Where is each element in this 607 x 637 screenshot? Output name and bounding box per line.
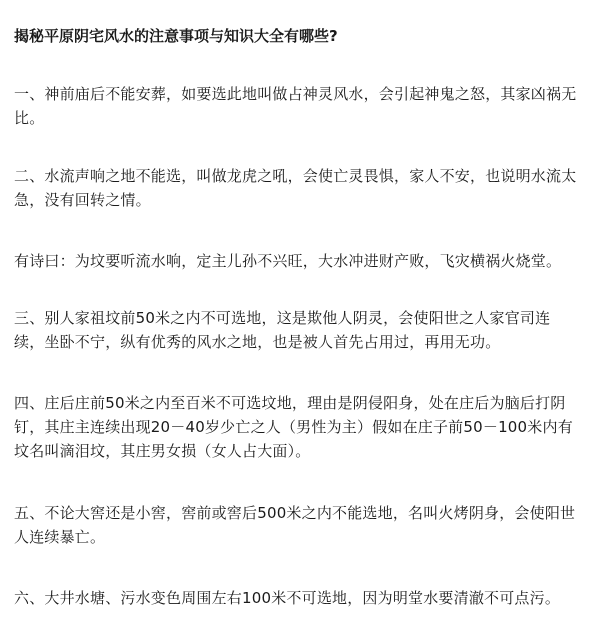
paragraph-3 [14,249,594,273]
paragraph-line: 坟名叫滴泪坟，其庄男女损（女人占大面）。 [14,442,311,460]
paragraph-line: 急，没有回转之情。 [14,191,151,209]
paragraph-line: 二、水流声响之地不能选，叫做龙虎之吼，会使亡灵畏惧，家人不安，也说明水流太 [14,167,577,185]
paragraph-line: 比。 [14,109,45,127]
paragraph-line: 有诗曰：为坟要听流水响，定主儿孙不兴旺，大水冲进财产败，飞灾横祸火烧堂。 [14,252,562,270]
article-title: 揭秘平原阴宅风水的注意事项与知识大全有哪些? [14,27,338,45]
paragraph-2 [14,164,594,212]
paragraph-line: 三、别人家祖坟前50米之内不可选地，这是欺他人阴灵，会使阳世之人家官司连 [14,309,551,327]
paragraph-6 [14,501,594,549]
paragraph-line: 人连续暴亡。 [14,528,106,546]
paragraph-7 [14,586,594,610]
paragraph-line: 六、大井水塘、污水变色周围左右100米不可选地，因为明堂水要清澈不可点污。 [14,589,561,607]
paragraph-line: 四、庄后庄前50米之内至百米不可选坟地，理由是阴侵阳身，处在庄后为脑后打阴 [14,394,566,412]
paragraph-4 [14,306,594,354]
paragraph-5 [14,391,594,463]
paragraph-line: 钉，其庄主连续出现20－40岁少亡之人（男性为主）假如在庄子前50－100米内有 [14,418,573,436]
paragraph-line: 续，坐卧不宁，纵有优秀的风水之地，也是被人首先占用过，再用无功。 [14,333,501,351]
paragraph-line: 五、不论大窖还是小窖，窖前或窖后500米之内不能选地，名叫火烤阴身，会使阳世 [14,504,576,522]
paragraph-line: 一、神前庙后不能安葬，如要选此地叫做占神灵风水，会引起神鬼之怒，其家凶祸无 [14,85,577,103]
paragraph-1 [14,82,594,130]
